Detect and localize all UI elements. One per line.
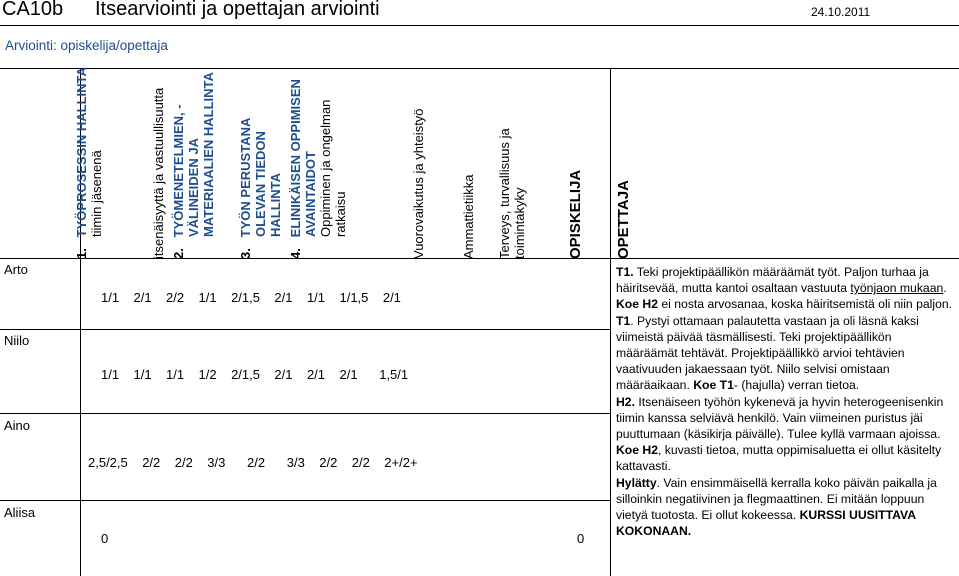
row-border-1 <box>0 329 610 330</box>
col-header-2: itsenäisyyttä ja vastuullisuutta <box>151 87 166 259</box>
col-header-6: Vuorovaikutus ja yhteistyö <box>411 108 426 259</box>
col-header-opiskelija: OPISKELIJA <box>567 169 584 259</box>
note-aliisa: Hylätty. Vain ensimmäisellä kerralla koko päivän paikalla ja silloinkin negatiivinen ja flegmaattinen. Ei mitään loppuun vietyä tuotosta. Ei ollut kokeessa. KURSSI UUSITTAVA KOKONAAN. <box>616 475 937 539</box>
col-header-5: 4. ELINIKÄISEN OPPIMISEN AVAINTAIDOT Oppiminen ja ongelman ratkaisu <box>288 79 348 259</box>
header-rule <box>0 25 959 26</box>
date-label: 24.10.2011 <box>811 5 871 19</box>
score-aliisa-left: 0 <box>101 531 109 546</box>
col-header-4: 3. TYÖN PERUSTANA OLEVAN TIEDON HALLINTA <box>238 117 283 259</box>
note-niilo: T1. Pystyi ottamaan palautetta vastaan ja oli läsnä kaksi viimeistä päivää täsmällisesti. Teki projektipäällikön määräämät tehtävät. Projektipäällikkö arvioi tehtävien vaativuuden jakaessaan työt. Niilo selvisi omistaan määräaikaan. Koe T1- (hajulla) verran tietoa. <box>616 313 919 393</box>
header-row-border <box>0 258 959 259</box>
row-name-aino: Aino <box>4 418 31 433</box>
scores-aino: 2,5/2,5 2/2 2/2 3/3 2/2 3/3 2/2 2/2 2+/2+ <box>88 455 418 470</box>
col-header-3: 2. TYÖMENETELMIEN, - VÄLINEIDEN JA MATERIAALIEN HALLINTA <box>171 72 216 259</box>
col-header-8: Terveys, turvallisuus ja toimintakyky <box>497 128 527 259</box>
score-aliisa-right: 0 <box>577 531 585 546</box>
teacher-notes <box>616 264 956 539</box>
col-header-7: Ammattietiikka <box>461 174 476 259</box>
row-name-arto: Arto <box>4 262 28 277</box>
col-header-opettaja: OPETTAJA <box>615 180 632 259</box>
page-title: Itsearviointi ja opettajan arviointi <box>95 0 380 20</box>
col-header-1: 1. TYÖPROSESSIN HALLINTA tiimin jäsenenä <box>74 67 104 259</box>
row-border-3 <box>0 500 610 501</box>
row-border-2 <box>0 413 610 414</box>
course-code: CA10b <box>2 0 64 20</box>
row-name-aliisa: Aliisa <box>4 505 36 520</box>
row-name-niilo: Niilo <box>4 333 30 348</box>
scores-niilo: 1/1 1/1 1/1 1/2 2/1,5 2/1 2/1 2/1 1,5/1 <box>101 367 409 382</box>
subtitle: Arviointi: opiskelija/opettaja <box>5 38 168 53</box>
col-border-notes <box>610 68 611 576</box>
scores-arto: 1/1 2/1 2/2 1/1 2/1,5 2/1 1/1 1/1,5 2/1 <box>101 290 401 305</box>
note-aino: H2. Itsenäiseen työhön kykenevä ja hyvin heterogeenisenkin tiimin kanssa selviävä henkilö. Vain viimeinen puristus jäi puuttumaan (käsikirja päivälle). Tulee kyllä varmaan ajoissa. Koe H2, kuvasti tietoa, mutta oppimisaluetta ei ollut käsitelty kattavasti. <box>616 394 944 474</box>
note-arto: T1. Teki projektipäällikön määräämät työt. Paljon turhaa ja häiritsevää, mutta kantoi osaltaan vastuuta työnjaon mukaan. Koe H2 ei nosta arvosanaa, koska häiritsemistä oli niin paljon. <box>616 265 953 312</box>
table-top-border <box>0 68 959 69</box>
